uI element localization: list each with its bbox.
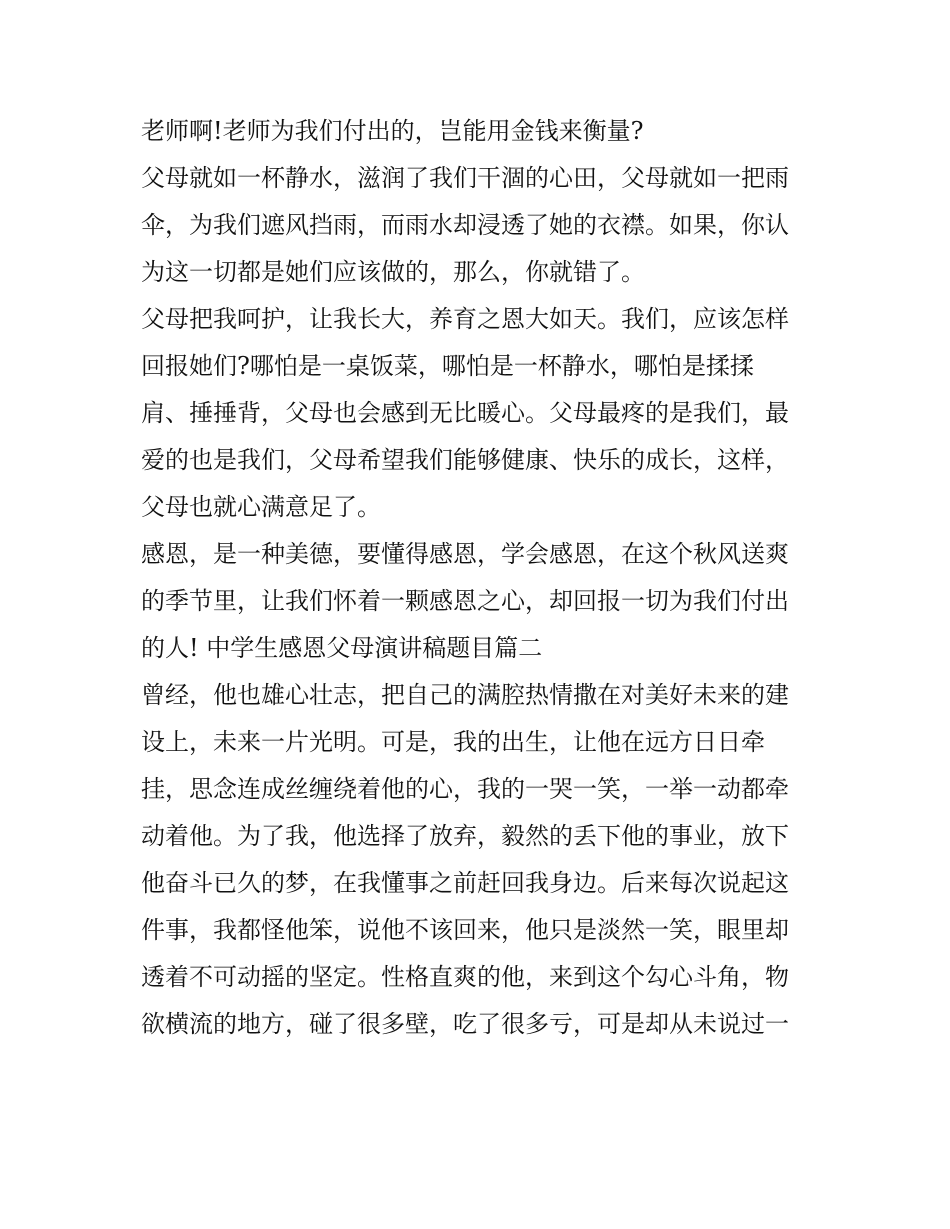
text-line: 的人! 中学生感恩父母演讲稿题目篇二 [141,634,543,662]
text-line: 为这一切都是她们应该做的，那么，你就错了。 [141,258,645,286]
text-line: 老师啊!老师为我们付出的，岂能用金钱来衡量? [141,117,644,145]
text-line: 曾经，他也雄心壮志，把自己的满腔热情撒在对美好未来的建 [141,681,789,709]
text-line: 爱的也是我们，父母希望我们能够健康、快乐的成长，这样， [141,446,789,474]
text-line: 感恩，是一种美德，要懂得感恩，学会感恩，在这个秋风送爽 [141,540,789,568]
text-line: 回报她们?哪怕是一桌饭菜，哪怕是一杯静水，哪怕是揉揉 [141,352,754,380]
text-line: 动着他。为了我，他选择了放弃，毅然的丢下他的事业，放下 [141,822,789,850]
text-line: 透着不可动摇的坚定。性格直爽的他，来到这个勾心斗角，物 [141,963,789,991]
text-line: 他奋斗已久的梦，在我懂事之前赶回我身边。后来每次说起这 [141,869,789,897]
text-line: 伞，为我们遮风挡雨，而雨水却浸透了她的衣襟。如果，你认 [141,211,789,239]
text-line: 的季节里，让我们怀着一颗感恩之心，却回报一切为我们付出 [141,587,789,615]
text-line: 件事，我都怪他笨，说他不该回来，他只是淡然一笑，眼里却 [141,916,789,944]
text-line: 父母也就心满意足了。 [141,493,381,521]
text-line: 肩、捶捶背，父母也会感到无比暖心。父母最疼的是我们，最 [141,399,789,427]
text-line: 欲横流的地方，碰了很多壁，吃了很多亏，可是却从未说过一 [141,1010,789,1038]
text-line: 挂，思念连成丝缠绕着他的心，我的一哭一笑，一举一动都牵 [141,775,789,803]
text-line: 父母把我呵护，让我长大，养育之恩大如天。我们，应该怎样 [141,305,789,333]
text-line: 父母就如一杯静水，滋润了我们干涸的心田，父母就如一把雨 [141,164,789,192]
document-body [141,108,821,1048]
text-line: 设上，未来一片光明。可是，我的出生，让他在远方日日牵 [141,728,765,756]
